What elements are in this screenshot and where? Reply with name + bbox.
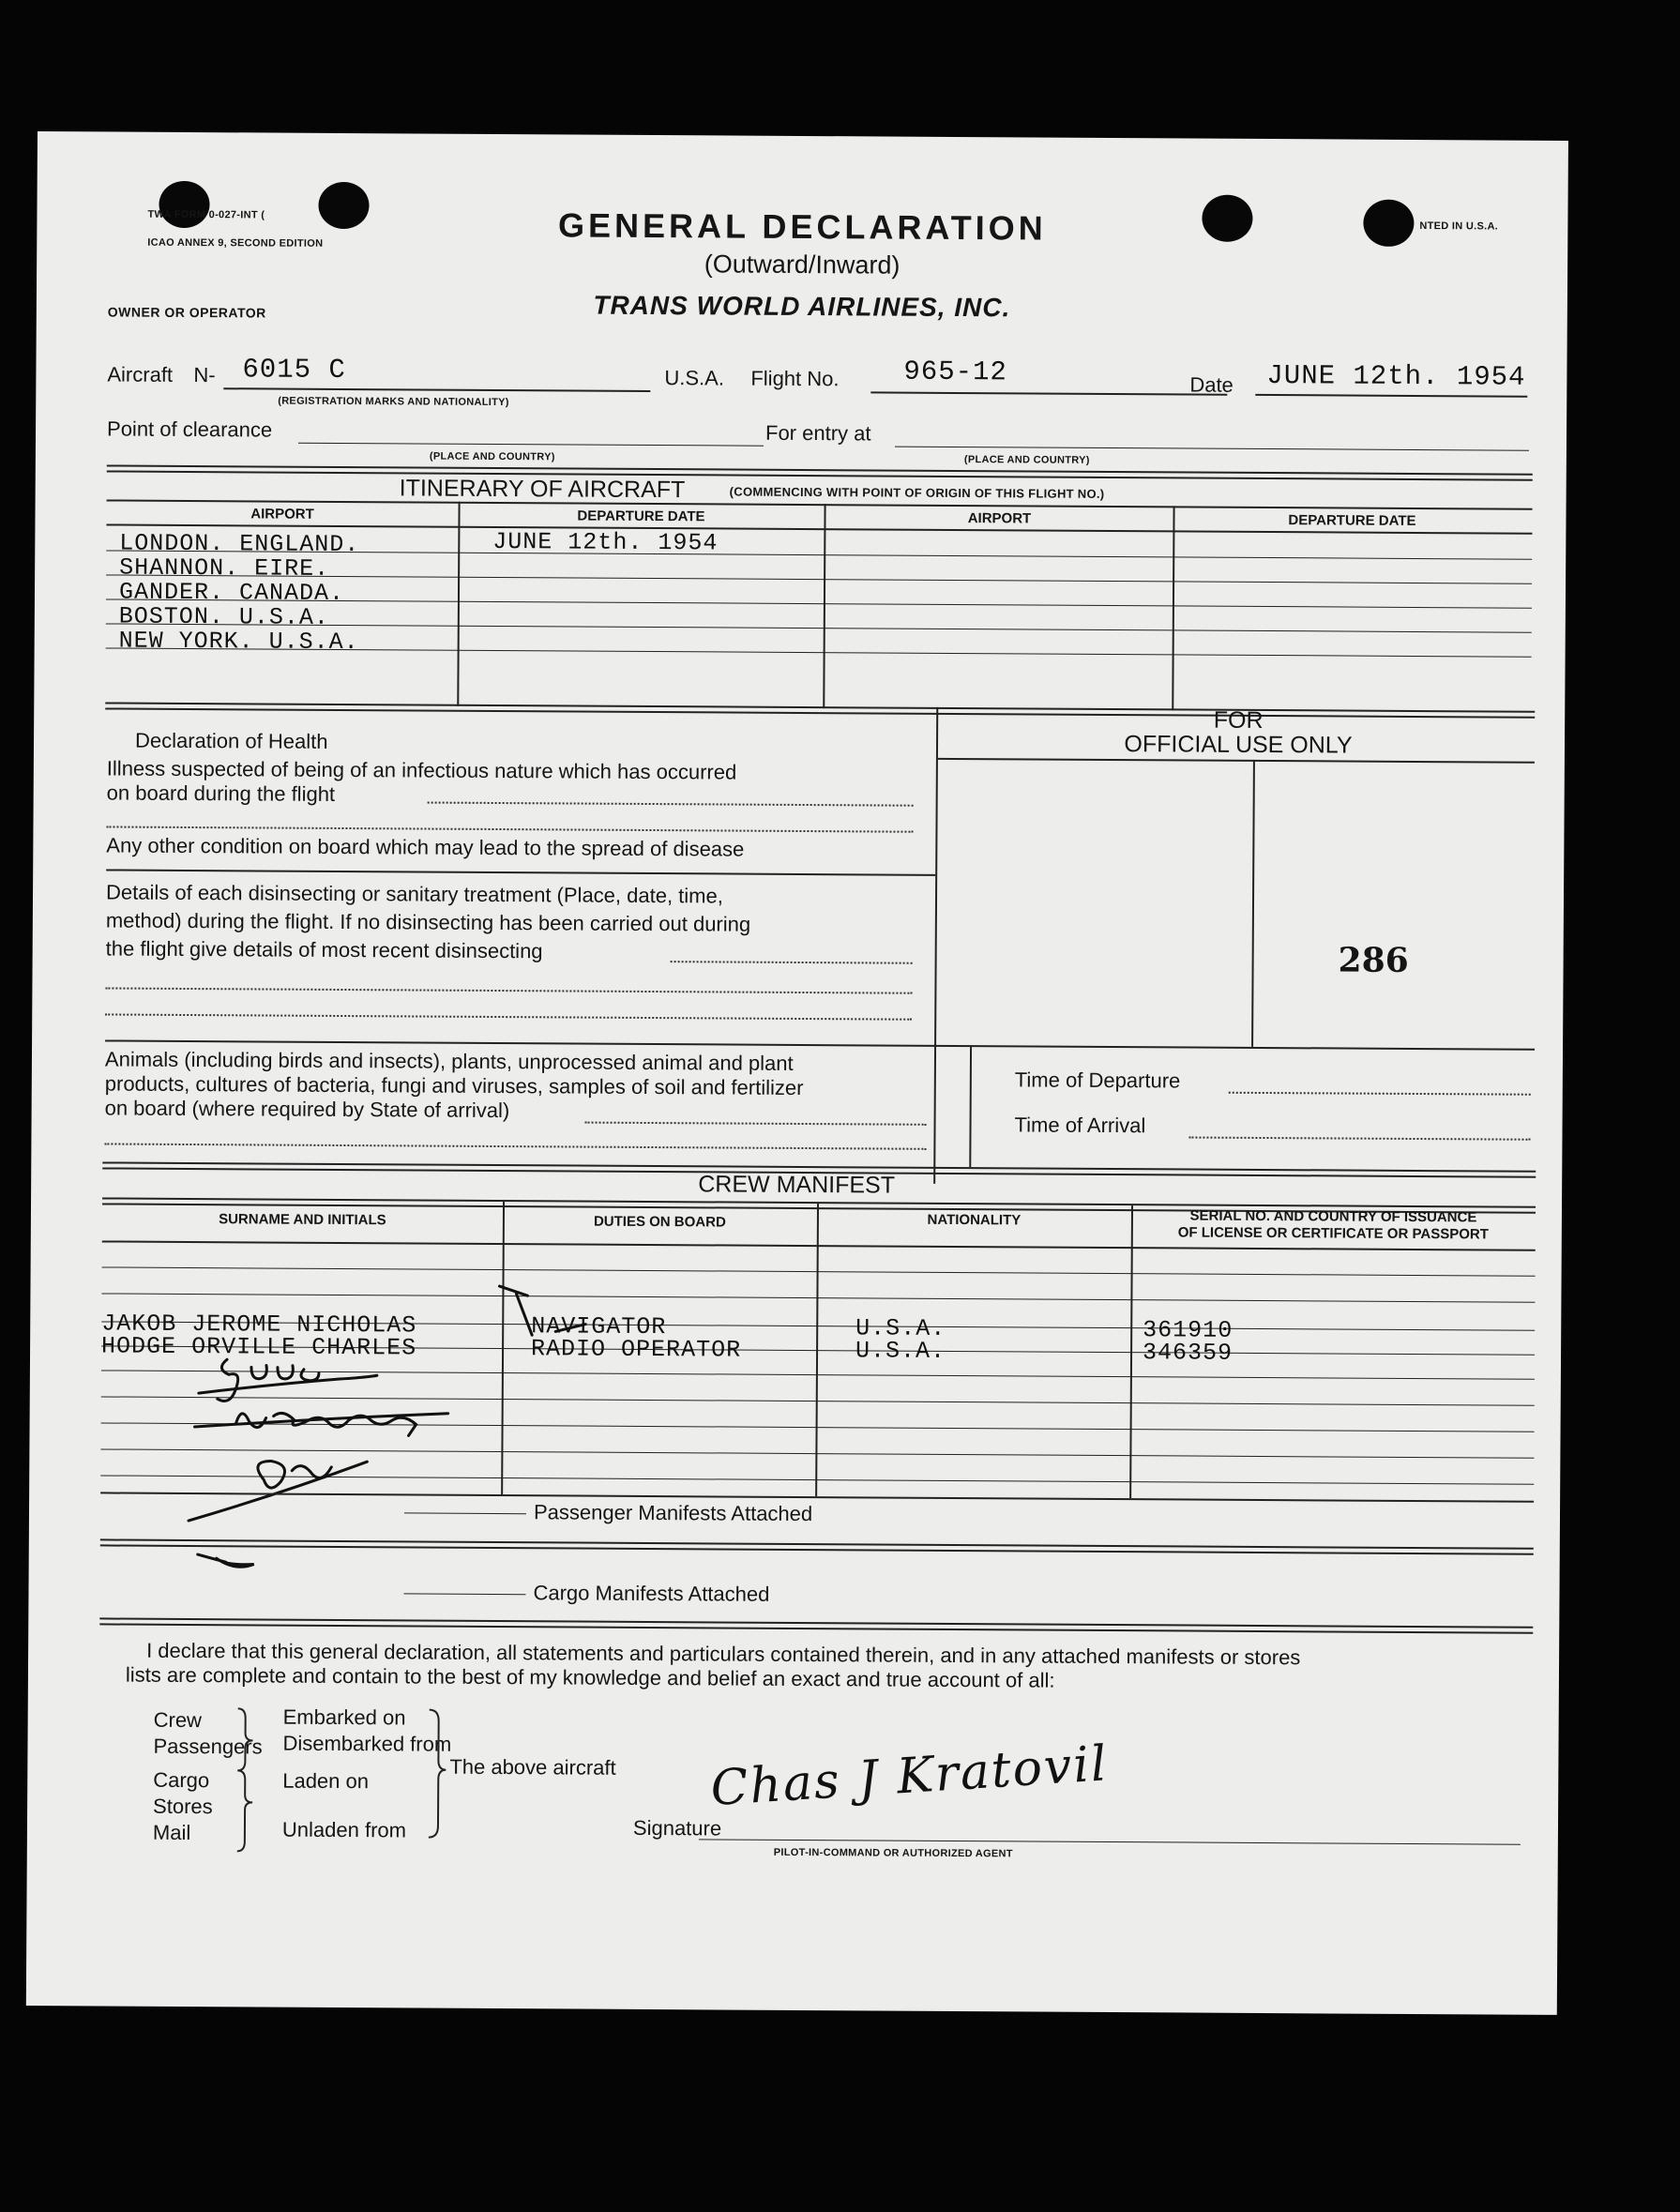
health-title: Declaration of Health [134,728,328,753]
col-header-airport: AIRPORT [250,506,314,523]
aircraft-prefix: N- [193,363,216,387]
place-sublabel: (PLACE AND COUNTRY) [963,454,1090,466]
aircraft-label: Aircraft [107,362,174,386]
crew-name: JAKOB JEROME NICHOLAS [101,1310,417,1340]
time-arrival-label: Time of Arrival [1014,1113,1146,1138]
crew-col-duties: DUTIES ON BOARD [593,1213,726,1231]
declaration-unladen: Unladen from [281,1817,407,1842]
crew-col-serial: SERIAL NO. AND COUNTRY OF ISSUANCE [1189,1207,1477,1226]
health-question: Illness suspected of being of an infectious nature which has occurred [106,756,737,784]
crew-serial: 346359 [1142,1339,1234,1367]
signature-label: Signature [632,1815,722,1841]
itinerary-airport: SHANNON. EIRE. [119,553,330,583]
col-header-departure: DEPARTURE DATE [577,508,705,525]
clearance-label: Point of clearance [106,417,273,442]
bracket [425,1706,448,1847]
flight-label: Flight No. [750,366,840,391]
official-stamp-number: 286 [1338,940,1409,980]
flight-number: 965-12 [903,356,1007,388]
crew-duty: RADIO OPERATOR [530,1335,742,1364]
owner-label: OWNER OR OPERATOR [107,304,266,321]
health-question: products, cultures of bacteria, fungi and viruses, samples of soil and fertilizer [104,1071,804,1100]
declaration-text: lists are complete and contain to the best of my knowledge and belief an exact and true account of all: [125,1662,1055,1692]
official-use-label: OFFICIAL USE ONLY [1124,731,1353,759]
itinerary-airport: LONDON. ENGLAND. [119,529,360,559]
signature-sublabel: PILOT-IN-COMMAND OR AUTHORIZED AGENT [773,1846,1013,1860]
declaration-text: I declare that this general declaration, all statements and particulars contained therein, and in any attached manifests or stores [146,1638,1301,1670]
health-question: method) during the flight. If no disinsecting has been carried out during [105,908,751,936]
crew-col-surname: SURNAME AND INITIALS [219,1211,386,1229]
crew-nationality: U.S.A. [855,1314,946,1342]
crew-col-nationality: NATIONALITY [927,1211,1022,1229]
crew-duty: NAVIGATOR [531,1312,667,1341]
itinerary-departure-date: JUNE 12th. 1954 [492,527,719,557]
health-question: on board (where required by State of arrival) [104,1096,510,1123]
itinerary-airport: BOSTON. U.S.A. [118,602,329,631]
entry-label: For entry at [764,420,871,446]
operator-name: TRANS WORLD AIRLINES, INC. [593,290,1011,323]
health-question: Animals (including birds and insects), plants, unprocessed animal and plant [104,1047,794,1075]
official-for: FOR [1213,706,1264,734]
crew-nationality: U.S.A. [855,1337,946,1365]
cargo-manifest-label: Cargo Manifests Attached [533,1581,770,1606]
health-question: Details of each disinsecting or sanitary treatment (Place, date, time, [105,880,723,908]
document-title: GENERAL DECLARATION [557,205,1047,248]
itinerary-note: (COMMENCING WITH POINT OF ORIGIN OF THIS FLIGHT NO.) [729,484,1105,501]
declaration-mail: Mail [152,1820,191,1845]
crew-serial: 361910 [1143,1316,1234,1344]
crew-col-serial: OF LICENSE OR CERTIFICATE OR PASSPORT [1177,1224,1489,1243]
declaration-laden: Laden on [282,1768,370,1794]
icao-annex: ICAO ANNEX 9, SECOND EDITION [147,236,324,250]
declaration-passengers: Passengers [153,1734,263,1759]
crew-title: CREW MANIFEST [698,1171,896,1199]
country-label: U.S.A. [664,366,725,390]
declaration-embarked: Embarked on [282,1704,406,1730]
registration-sublabel: (REGISTRATION MARKS AND NATIONALITY) [278,395,509,409]
health-question: the flight give details of most recent disinsecting [105,936,543,963]
document-subtitle: (Outward/Inward) [704,250,901,280]
declaration-crew: Crew [153,1707,203,1733]
declaration-cargo: Cargo [153,1767,210,1793]
form-number: TWA FORM 0-027-INT ( [147,208,265,221]
document-page [26,131,1568,2015]
health-question: on board during the flight [106,780,336,806]
bracket [234,1704,257,1855]
declaration-stores: Stores [153,1794,213,1819]
itinerary-airport: GANDER. CANADA. [118,578,345,608]
itinerary-airport: NEW YORK. U.S.A. [118,627,359,657]
aircraft-registration: 6015 C [242,354,346,386]
printed-in: NTED IN U.S.A. [1419,220,1499,233]
crew-name: HODGE ORVILLE CHARLES [101,1332,417,1362]
pilot-signature: Chas J Kratovil [708,1735,1111,1818]
place-sublabel: (PLACE AND COUNTRY) [429,450,555,463]
time-departure-label: Time of Departure [1014,1068,1181,1093]
date-label: Date [1189,372,1234,397]
itinerary-title: ITINERARY OF AIRCRAFT [399,475,686,504]
col-header-airport: AIRPORT [967,510,1032,527]
col-header-departure: DEPARTURE DATE [1288,512,1416,529]
health-question: Any other condition on board which may lead to the spread of disease [106,833,745,861]
flight-date: JUNE 12th. 1954 [1266,360,1526,393]
declaration-above-aircraft: The above aircraft [449,1754,616,1780]
declaration-disembarked: Disembarked from [282,1731,452,1756]
passenger-manifest-label: Passenger Manifests Attached [533,1500,813,1526]
